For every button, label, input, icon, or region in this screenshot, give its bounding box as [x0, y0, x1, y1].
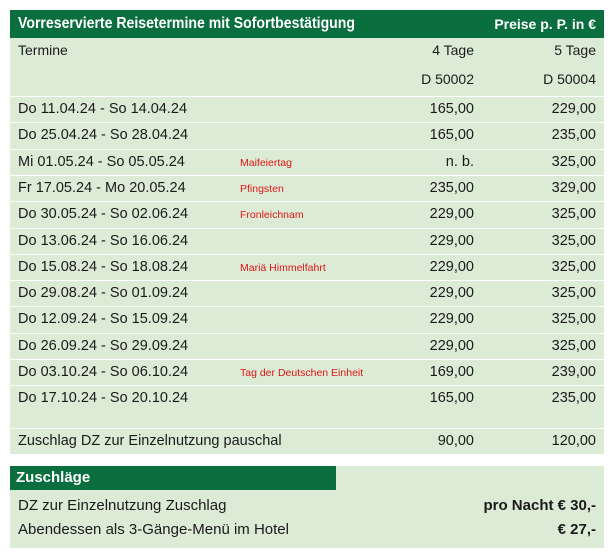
price-4-days: 229,00	[429, 258, 474, 275]
price-5-days: 235,00	[551, 390, 596, 407]
single-room-price-4: 90,00	[437, 433, 474, 449]
price-5-days: 325,00	[551, 258, 596, 275]
column-header-4-days: 4 Tage	[432, 42, 474, 58]
price-5-days: 325,00	[551, 285, 596, 302]
holiday-note: Tag der Deutschen Einheit	[240, 367, 364, 379]
single-room-label: Zuschlag DZ zur Einzelnutzung pauschal	[18, 433, 282, 449]
table-row	[10, 333, 604, 359]
single-room-row	[10, 428, 604, 454]
surcharge-item	[10, 518, 604, 544]
surcharges-title: Zuschläge	[16, 469, 91, 486]
price-4-days: 169,00	[429, 364, 474, 380]
surcharge-label: Abendessen als 3-Gänge-Menü im Hotel	[18, 521, 289, 538]
price-4-days: 165,00	[429, 127, 474, 144]
date-range: Do 03.10.24 - So 06.10.24	[18, 364, 189, 380]
holiday-note: Mariä Himmelfahrt	[240, 261, 326, 274]
price-4-days: 165,00	[429, 101, 474, 117]
date-range: Fr 17.05.24 - Mo 20.05.24	[18, 179, 186, 196]
surcharge-value: pro Nacht € 30,-	[483, 497, 596, 514]
price-5-days: 325,00	[551, 337, 596, 354]
table-row	[10, 149, 604, 175]
tour-code-4-days: D 50002	[421, 71, 474, 87]
table-header-bar	[10, 10, 604, 38]
price-4-days: n. b.	[445, 153, 474, 170]
table-row	[10, 228, 604, 254]
table-row	[10, 96, 604, 122]
price-4-days: 235,00	[429, 179, 474, 196]
date-range: Do 25.04.24 - So 28.04.24	[18, 127, 189, 144]
date-range: Do 30.05.24 - So 02.06.24	[18, 206, 189, 223]
price-4-days: 229,00	[429, 232, 474, 249]
tour-code-5-days: D 50004	[543, 71, 596, 87]
surcharge-label: DZ zur Einzelnutzung Zuschlag	[18, 497, 227, 514]
price-5-days: 239,00	[551, 364, 596, 380]
price-4-days: 229,00	[429, 285, 474, 302]
holiday-note: Maifeiertag	[240, 156, 292, 169]
table-row	[10, 306, 604, 332]
table-row	[10, 385, 604, 411]
price-5-days: 325,00	[551, 311, 596, 328]
price-5-days: 325,00	[551, 153, 596, 170]
date-range: Do 26.09.24 - So 29.09.24	[18, 337, 189, 354]
holiday-note: Pfingsten	[240, 182, 284, 195]
table-row	[10, 254, 604, 280]
holiday-note: Fronleichnam	[240, 209, 304, 222]
date-range: Do 11.04.24 - So 14.04.24	[18, 101, 188, 117]
date-range: Do 13.06.24 - So 16.06.24	[18, 232, 189, 249]
date-range: Mi 01.05.24 - So 05.05.24	[18, 153, 185, 170]
price-table	[10, 10, 604, 454]
price-5-days: 229,00	[551, 101, 596, 117]
table-title: Vorreservierte Reisetermine mit Sofortbestätigung	[18, 15, 355, 32]
column-header-5-days: 5 Tage	[554, 42, 596, 58]
price-5-days: 329,00	[551, 179, 596, 196]
surcharges-section	[10, 466, 604, 548]
price-5-days: 235,00	[551, 127, 596, 144]
column-header-dates: Termine	[18, 42, 68, 58]
price-4-days: 229,00	[429, 206, 474, 223]
price-4-days: 229,00	[429, 337, 474, 354]
single-room-price-5: 120,00	[551, 433, 596, 449]
table-row	[10, 359, 604, 385]
price-5-days: 325,00	[551, 206, 596, 223]
table-row	[10, 201, 604, 227]
surcharge-value: € 27,-	[557, 521, 596, 538]
surcharge-item	[10, 494, 604, 520]
date-range: Do 12.09.24 - So 15.09.24	[18, 311, 189, 328]
date-range: Do 29.08.24 - So 01.09.24	[18, 285, 189, 302]
date-range: Do 15.08.24 - So 18.08.24	[18, 258, 189, 275]
price-4-days: 165,00	[429, 390, 474, 407]
surcharges-header	[10, 466, 336, 490]
price-4-days: 229,00	[429, 311, 474, 328]
price-5-days: 325,00	[551, 232, 596, 249]
table-row	[10, 280, 604, 306]
table-row	[10, 122, 604, 148]
table-row	[10, 175, 604, 201]
price-note: Preise p. P. in €	[494, 16, 596, 32]
date-range: Do 17.10.24 - So 20.10.24	[18, 390, 189, 407]
